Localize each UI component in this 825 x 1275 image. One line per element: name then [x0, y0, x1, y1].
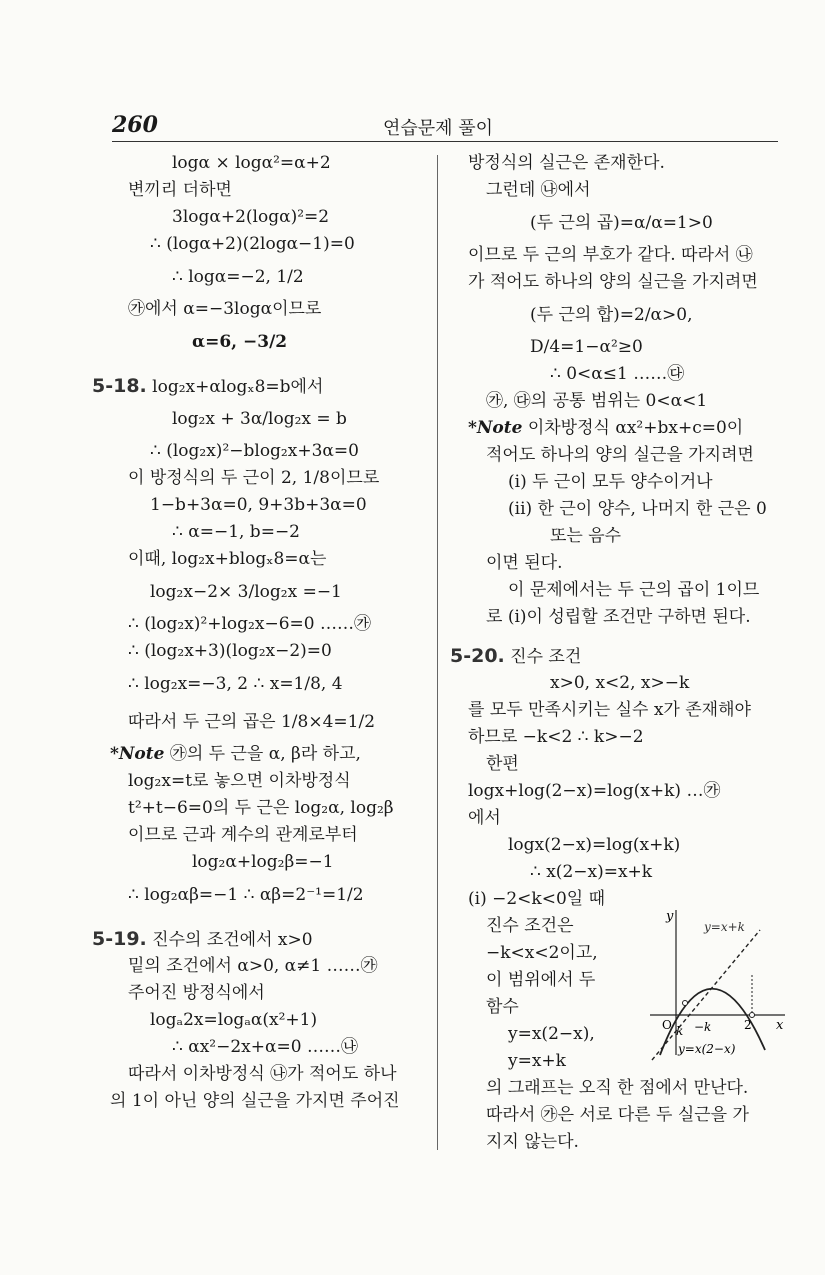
- text-line: 로 (i)이 성립할 조건만 구하면 된다.: [486, 607, 751, 627]
- function-graph: [640, 905, 790, 1065]
- text-line: ∴ log₂x=−3, 2 ∴ x=1/8, 4: [128, 674, 343, 694]
- neg-k-label: −k: [694, 1020, 712, 1034]
- text-line: 따라서 이차방정식 ㉯가 적어도 하나: [128, 1064, 397, 1084]
- text-line: log₂α+log₂β=−1: [192, 852, 334, 872]
- text-line: (i) −2<k<0일 때: [468, 889, 606, 909]
- text-line: 의 1이 아닌 양의 실근을 가지면 주어진: [110, 1091, 400, 1111]
- text-line: ∴ (log₂x)²+log₂x−6=0 ……㉮: [128, 614, 371, 634]
- text-line: y=x+k: [508, 1051, 566, 1071]
- text-line: log₂x=t로 놓으면 이차방정식: [128, 771, 351, 791]
- section-gap: [468, 631, 778, 643]
- note-label: *Note: [468, 418, 523, 438]
- curve-label: y=x(2−x): [678, 1042, 736, 1056]
- origin-label: O: [662, 1018, 672, 1032]
- text-line: ㉮에서 α=−3logα이므로: [128, 299, 322, 319]
- text-line: ∴ (log₂x)²−blog₂x+3α=0: [150, 441, 359, 461]
- text-line: 밑의 조건에서 α>0, α≠1 ……㉮: [128, 956, 378, 976]
- header-rule: [112, 141, 778, 142]
- text-line: 의 그래프는 오직 한 점에서 만난다.: [486, 1078, 749, 1098]
- text-line: 1−b+3α=0, 9+3b+3α=0: [150, 495, 367, 515]
- note-line: *Note ㉮의 두 근을 α, β라 하고,: [110, 744, 361, 764]
- problem-number: 5-20.: [450, 645, 505, 667]
- text-line: (i) 두 근이 모두 양수이거나: [508, 472, 713, 492]
- text-line: t²+t−6=0의 두 근은 log₂α, log₂β: [128, 798, 394, 818]
- line-y-x-plus-k: [652, 930, 760, 1060]
- text-line: 이 방정식의 두 근이 2, 1/8이므로: [128, 468, 380, 488]
- text-line: 따라서 ㉮은 서로 다른 두 실근을 가: [486, 1105, 749, 1125]
- text-line: 한편: [486, 754, 519, 774]
- problem-heading: 5-19. 진수의 조건에서 x>0: [92, 928, 313, 950]
- text-line: logx+log(2−x)=log(x+k) …㉮: [468, 781, 721, 801]
- endpoint-marker-2: [750, 1013, 755, 1018]
- note-label: *Note: [110, 744, 165, 764]
- text-line: log₂x + 3α/log₂x = b: [172, 409, 347, 429]
- text-line: 이 범위에서 두: [486, 970, 596, 990]
- section-gap: [110, 361, 420, 373]
- text-line: 또는 음수: [550, 526, 622, 546]
- text-line: 이때, log₂x+blogₓ8=α는: [128, 549, 327, 569]
- text-line: 따라서 두 근의 곱은 1/8×4=1/2: [128, 712, 376, 732]
- text-line: −k<x<2이고,: [486, 943, 598, 963]
- text-line: ∴ αx²−2x+α=0 ……㉯: [172, 1037, 358, 1057]
- two-label: 2: [744, 1018, 752, 1032]
- text-line: 변끼리 더하면: [128, 180, 232, 200]
- problem-heading: 5-18. log₂x+αlogₓ8=b에서: [92, 375, 324, 397]
- x-label: x: [776, 1018, 784, 1033]
- text-line: 방정식의 실근은 존재한다.: [468, 153, 665, 173]
- text-line: ∴ 0<α≤1 ……㉰: [550, 364, 685, 384]
- endpoint-marker: [683, 1001, 688, 1006]
- text-line: (두 근의 합)=2/α>0,: [530, 305, 693, 325]
- text-line: 3logα+2(logα)²=2: [172, 207, 330, 227]
- text-line: logₐ2x=logₐα(x²+1): [150, 1010, 318, 1030]
- text-line: 하므로 −k<2 ∴ k>−2: [468, 727, 644, 747]
- text-line: logx(2−x)=log(x+k): [508, 835, 681, 855]
- problem-number: 5-19.: [92, 928, 147, 950]
- text-line: log₂x−2× 3/log₂x =−1: [150, 582, 342, 602]
- text-line: (ii) 한 근이 양수, 나머지 한 근은 0: [508, 499, 767, 519]
- problem-number: 5-18.: [92, 375, 147, 397]
- note-line: *Note 이차방정식 αx²+bx+c=0이: [468, 418, 744, 438]
- text-line: x>0, x<2, x>−k: [550, 673, 690, 693]
- problem-heading: 5-20. 진수 조건: [450, 645, 582, 667]
- text-line: ∴ (logα+2)(2logα−1)=0: [150, 234, 355, 254]
- text-line: 그런데 ㉯에서: [486, 180, 591, 200]
- k-label: k: [676, 1024, 684, 1038]
- text-line: ∴ α=−1, b=−2: [172, 522, 300, 542]
- page-number: 260: [112, 112, 158, 138]
- text-line: 진수 조건은: [486, 916, 574, 936]
- text-line: ∴ x(2−x)=x+k: [530, 862, 653, 882]
- line-label: y=x+k: [704, 920, 745, 934]
- y-label: y: [666, 909, 674, 924]
- text-line: 이면 된다.: [486, 553, 563, 573]
- column-divider: [437, 155, 438, 1150]
- text-line: ∴ log₂αβ=−1 ∴ αβ=2⁻¹=1/2: [128, 885, 364, 905]
- text-line: D/4=1−α²≥0: [530, 337, 643, 357]
- text-line: 를 모두 만족시키는 실수 x가 존재해야: [468, 700, 751, 720]
- text-line: logα × logα²=α+2: [172, 153, 331, 173]
- text-line: 이 문제에서는 두 근의 곱이 1이므: [508, 580, 760, 600]
- text-line: (두 근의 곱)=α/α=1>0: [530, 213, 713, 233]
- text-line: 에서: [468, 808, 501, 828]
- text-line: 가 적어도 하나의 양의 실근을 가지려면: [468, 272, 758, 292]
- page-title: 연습문제 풀이: [383, 118, 494, 139]
- text-line: 이므로 근과 계수의 관계로부터: [128, 825, 358, 845]
- left-column: [92, 150, 420, 1115]
- text-line: 주어진 방정식에서: [128, 983, 265, 1003]
- text-line: α=6, −3/2: [192, 332, 288, 352]
- text-line: ∴ (log₂x+3)(log₂x−2)=0: [128, 641, 332, 661]
- text-line: 함수: [486, 997, 519, 1017]
- section-gap: [110, 914, 420, 926]
- text-line: 적어도 하나의 양의 실근을 가지려면: [486, 445, 754, 465]
- text-line: ㉮, ㉰의 공통 범위는 0<α<1: [486, 391, 708, 411]
- text-line: 지지 않는다.: [486, 1132, 579, 1152]
- text-line: 이므로 두 근의 부호가 같다. 따라서 ㉯: [468, 245, 753, 265]
- text-line: ∴ logα=−2, 1/2: [172, 267, 304, 287]
- text-line: y=x(2−x),: [508, 1024, 595, 1044]
